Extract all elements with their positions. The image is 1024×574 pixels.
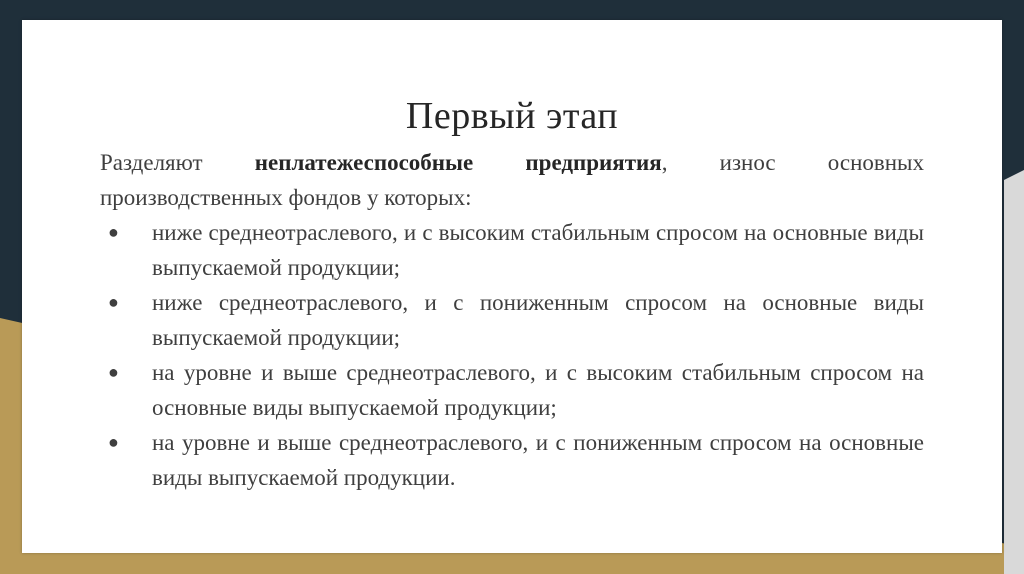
intro-paragraph: [100, 145, 924, 215]
list-item: [100, 215, 924, 285]
list-item: [100, 425, 924, 495]
list-item-text: на уровне и выше среднеотраслевого, и с высоким стабильным спросом на основные виды выпускаемой продукции;: [152, 360, 924, 420]
slide-body: [100, 145, 924, 495]
bullet-icon: ●: [108, 432, 119, 452]
intro-lead: Разделяют: [100, 150, 255, 175]
list-item-text: ниже среднеотраслевого, и с высоким стабильным спросом на основные виды выпускаемой продукции;: [152, 220, 924, 280]
bullet-list: [100, 215, 924, 495]
list-item: [100, 355, 924, 425]
list-item-text: на уровне и выше среднеотраслевого, и с пониженным спросом на основные виды выпускаемой продукции.: [152, 430, 924, 490]
slide-title: Первый этап: [405, 95, 619, 137]
intro-bold-term: неплатежеспособные предприятия: [254, 150, 662, 175]
bullet-icon: ●: [108, 292, 119, 312]
intro-rest: , износ основных производственных фондов у которых:: [100, 150, 924, 210]
bullet-icon: ●: [108, 222, 119, 242]
list-item-text: ниже среднеотраслевого, и с пониженным спросом на основные виды выпускаемой продукции;: [152, 290, 924, 350]
list-item: [100, 285, 924, 355]
bullet-icon: ●: [108, 362, 119, 382]
slide: [22, 20, 1002, 553]
